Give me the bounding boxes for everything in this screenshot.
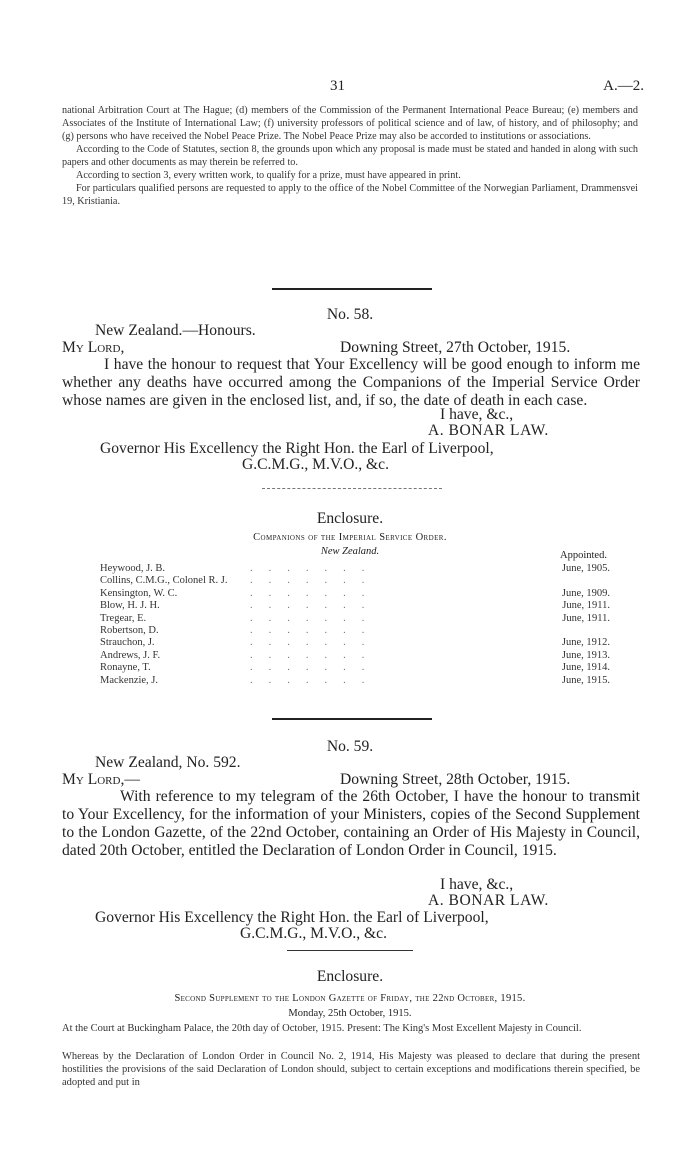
leader-dots: .......	[250, 612, 381, 624]
companion-name: Blow, H. J. H.	[100, 600, 160, 612]
letter-59-closing: I have, &c.,	[440, 876, 514, 893]
table-row	[100, 575, 610, 587]
section-divider	[272, 718, 432, 720]
letter-59-subject: New Zealand, No. 592.	[95, 754, 241, 771]
appointed-date: June, 1915.	[561, 674, 610, 686]
page-number: 31	[330, 78, 345, 94]
letter-58-addressee: Governor His Excellency the Right Hon. the Earl of Liverpool,	[100, 440, 494, 457]
appointed-date: June, 1911.	[562, 600, 610, 612]
companions-table	[100, 563, 610, 687]
enclosure-1-subheading: Companions of the Imperial Service Order.	[253, 532, 447, 543]
companion-name: Kensington, W. C.	[100, 587, 178, 599]
page-header	[0, 78, 700, 98]
letter-58-salutation: My Lord,	[62, 339, 125, 356]
minor-divider	[262, 488, 442, 489]
table-row	[100, 675, 610, 687]
appointed-column-header: Appointed.	[560, 550, 607, 561]
whereas-paragraph: Whereas by the Declaration of London Order in Council No. 2, 1914, His Majesty was pleased to declare that during the present hostilities the provisions of the said Declaration of London should, subject to certain exceptions and modifications therein specified, be adopted and put in	[62, 1051, 640, 1088]
appointed-date: June, 1909.	[561, 587, 610, 599]
enclosure-1-heading: Enclosure.	[316, 510, 384, 527]
table-row	[100, 613, 610, 625]
companion-name: Tregear, E.	[100, 612, 147, 624]
leader-dots: .......	[250, 662, 381, 674]
leader-dots: .......	[250, 649, 381, 661]
letter-59-salutation: My Lord,—	[62, 771, 140, 788]
leader-dots: .......	[250, 674, 381, 686]
appointed-date: June, 1911.	[562, 612, 610, 624]
section-code: A.—2.	[603, 78, 644, 94]
letter-58-signature: A. BONAR LAW.	[428, 422, 549, 439]
companion-name: Robertson, D.	[100, 624, 159, 636]
minor-divider	[287, 950, 413, 951]
letter-58-closing: I have, &c.,	[440, 406, 514, 423]
letter-58-body: I have the honour to request that Your Excellency will be good enough to inform me whether any deaths have occurred among the Companions of the Imperial Service Order whose names are given in the enclosed list, and, if so, the date of death in each case.	[62, 356, 640, 409]
companion-name: Collins, C.M.G., Colonel R. J.	[100, 575, 228, 587]
court-line: At the Court at Buckingham Palace, the 20th day of October, 1915. Present: The King's Most Excellent Majesty in Council.	[62, 1023, 582, 1034]
leader-dots: .......	[250, 600, 381, 612]
table-row	[100, 600, 610, 612]
letter-58-addressee-titles: G.C.M.G., M.V.O., &c.	[242, 456, 389, 473]
companion-name: Mackenzie, J.	[100, 674, 159, 686]
appointed-date: June, 1914.	[561, 662, 610, 674]
appointed-date: June, 1905.	[561, 563, 610, 574]
letter-number-58: No. 58.	[326, 306, 374, 323]
enclosure-2-heading: Enclosure.	[316, 968, 384, 985]
table-row	[100, 588, 610, 600]
appointed-date: June, 1913.	[561, 649, 610, 661]
table-row	[100, 662, 610, 674]
leader-dots: .......	[250, 637, 381, 649]
table-row	[100, 650, 610, 662]
companion-name: Strauchon, J.	[100, 637, 155, 649]
companion-name: Ronayne, T.	[100, 662, 151, 674]
table-row	[100, 563, 610, 575]
letter-59-body: With reference to my telegram of the 26th October, I have the honour to transmit to Your Excellency, for the information of your Ministers, copies of the Second Supplement to the London Gazette, of the 22nd October, containing an Order of His Majesty in Council, dated 20th October, entitled the Declaration of London Order in Council, 1915.	[62, 788, 640, 859]
leader-dots: .......	[250, 575, 381, 587]
leader-dots: .......	[250, 563, 381, 574]
companion-name: Andrews, J. F.	[100, 649, 161, 661]
companion-name: Heywood, J. B.	[100, 563, 166, 574]
section-divider	[272, 288, 432, 290]
leader-dots: .......	[250, 624, 381, 636]
letter-58-subject: New Zealand.—Honours.	[95, 322, 256, 339]
appointed-date: June, 1912.	[561, 637, 610, 649]
letter-number-59: No. 59.	[326, 738, 374, 755]
letter-59-signature: A. BONAR LAW.	[428, 892, 549, 909]
leader-dots: .......	[250, 587, 381, 599]
table-row	[100, 637, 610, 649]
gazette-dateline: Monday, 25th October, 1915.	[288, 1008, 412, 1019]
letter-59-addressee-titles: G.C.M.G., M.V.O., &c.	[240, 925, 387, 942]
intro-paragraph-4: For particulars qualified persons are requested to apply to the office of the Nobel Committee of the Norwegian Parliament, Drammensvei 19, Kristiania.	[62, 183, 638, 207]
letter-59-date: Downing Street, 28th October, 1915.	[340, 771, 571, 788]
letter-59-addressee: Governor His Excellency the Right Hon. the Earl of Liverpool,	[95, 909, 489, 926]
intro-paragraph-3: According to section 3, every written work, to qualify for a prize, must have appeared in print.	[76, 170, 461, 181]
gazette-supplement-line: Second Supplement to the London Gazette of Friday, the 22nd October, 1915.	[174, 993, 526, 1004]
table-row	[100, 625, 610, 637]
intro-text	[62, 104, 638, 208]
intro-paragraph-2: According to the Code of Statutes, section 8, the grounds upon which any proposal is made must be stated and handed in along with such papers and other documents as may therein be referred to.	[62, 144, 638, 168]
enclosure-1-region: New Zealand.	[320, 546, 380, 557]
letter-58-date: Downing Street, 27th October, 1915.	[340, 339, 571, 356]
intro-paragraph-1: national Arbitration Court at The Hague; (d) members of the Commission of the Permanent International Peace Bureau; (e) members and Associates of the Institute of International Law; (f) university professors of political science and of law, of history, and of philosophy; and (g) persons who have received the Nobel Peace Prize. The Nobel Peace Prize may also be accorded to institutions or associations.	[62, 105, 638, 142]
